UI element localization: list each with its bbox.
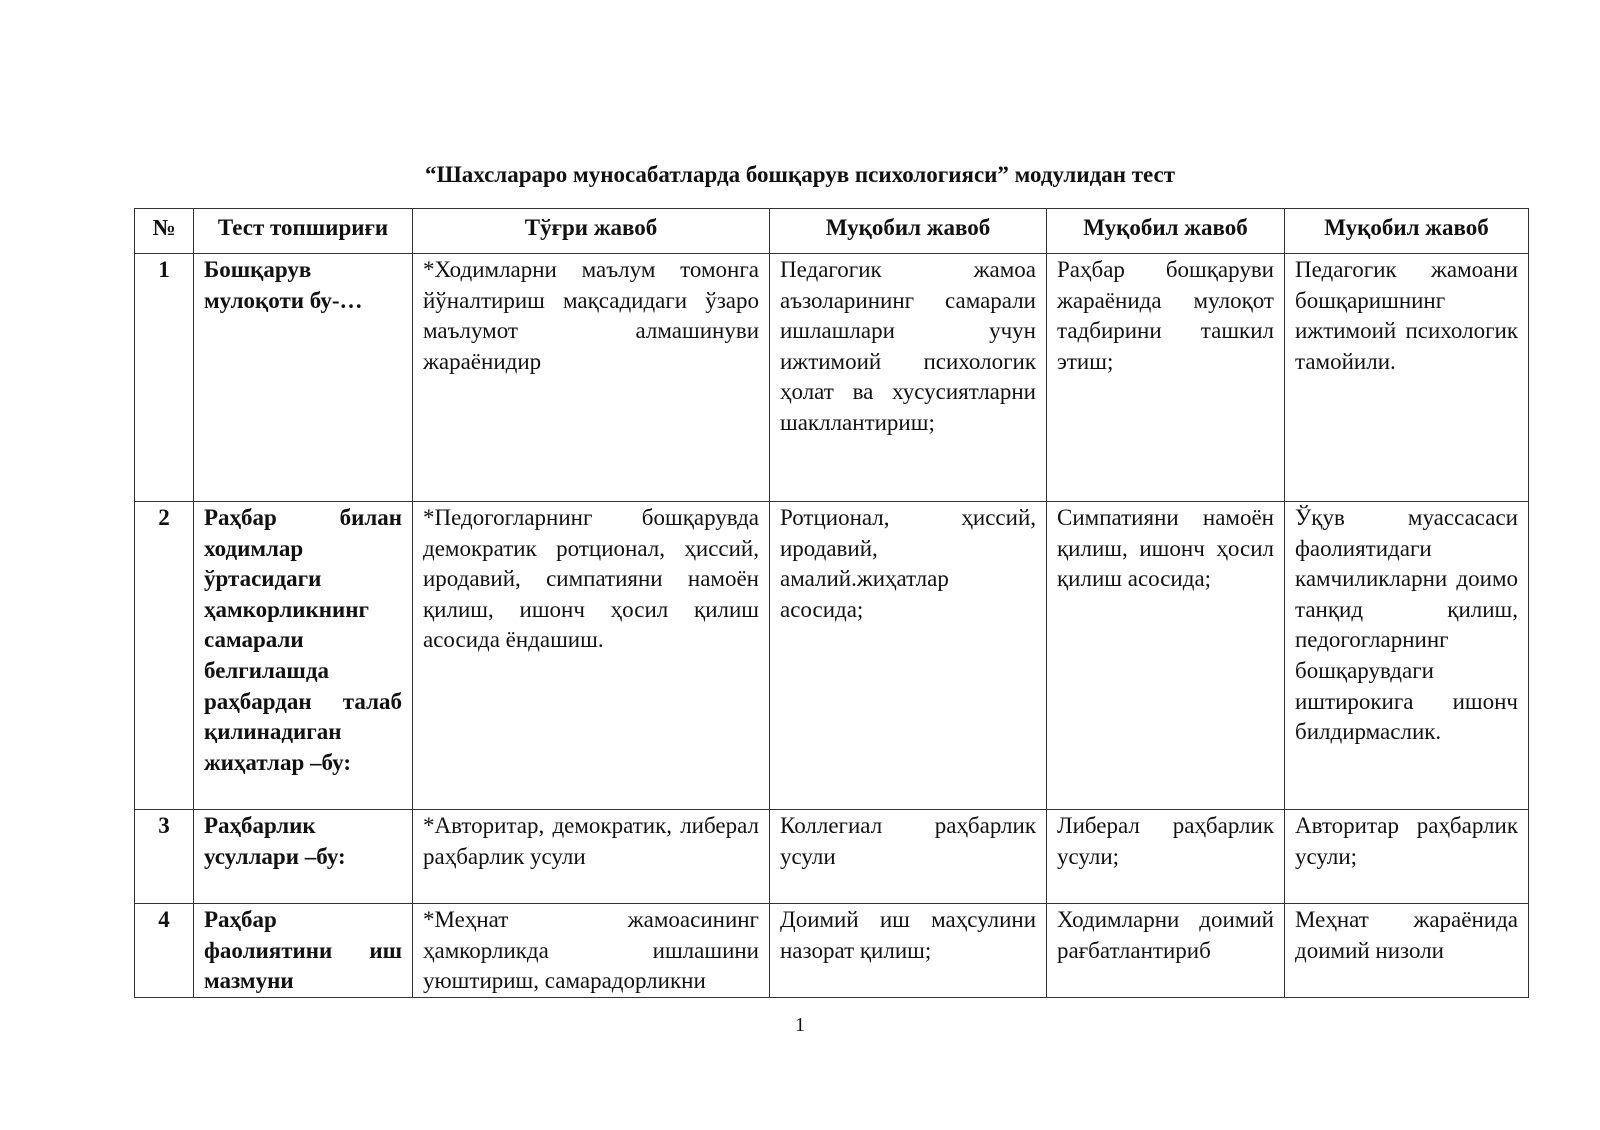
question-cell: Бошқарув мулоқоти бу-… <box>194 254 413 502</box>
row-number: 3 <box>135 810 194 904</box>
question-cell: Раҳбар фаолиятини иш мазмуни <box>194 904 413 998</box>
question-cell: Раҳбар билан ходимлар ўртасидаги ҳамкорликнинг самарали белгилашда раҳбардан талаб қилинадиган жиҳатлар –бу: <box>194 502 413 810</box>
alternative-answer-cell: Доимий иш маҳсулини назорат қилиш; <box>770 904 1047 998</box>
alternative-answer-cell: Ротционал, ҳиссий, иродавий, амалий.жиҳатлар асосида; <box>770 502 1047 810</box>
page-number: 1 <box>795 1014 805 1036</box>
alternative-answer-cell: Ўқув муассасаси фаолиятидаги камчиликларни доимо танқид қилиш, педогогларнинг бошқарувдаги иштирокига ишонч билдирмаслик. <box>1285 502 1529 810</box>
alternative-answer-cell: Педагогик жамоани бошқаришнинг ижтимоий психологик тамойили. <box>1285 254 1529 502</box>
alternative-answer-cell: Авторитар раҳбарлик усули; <box>1285 810 1529 904</box>
alternative-answer-cell: Симпатияни намоён қилиш, ишонч ҳосил қилиш асосида; <box>1047 502 1285 810</box>
row-number: 2 <box>135 502 194 810</box>
table-row <box>135 904 1529 998</box>
correct-answer-cell: *Меҳнат жамоасининг ҳамкорликда ишлашини уюштириш, самарадорликни <box>413 904 770 998</box>
correct-answer-cell: *Педогогларнинг бошқарувда демократик ротционал, ҳиссий, иродавий, симпатияни намоён қилиш, ишонч ҳосил қилиш асосида ёндашиш. <box>413 502 770 810</box>
header-question: Тест топшириғи <box>194 209 413 254</box>
alternative-answer-cell: Ходимларни доимий рағбатлантириб <box>1047 904 1285 998</box>
alternative-answer-cell: Педагогик жамоа аъзоларининг самарали ишлашлари учун ижтимоий психологик ҳолат ва хусусиятларни шакллантириш; <box>770 254 1047 502</box>
header-alternative-answer-1: Муқобил жавоб <box>770 209 1047 254</box>
table-row <box>135 254 1529 502</box>
test-table <box>134 208 1529 998</box>
document-title: “Шахслараро муносабатларда бошқарув психологияси” модулидан тест <box>424 162 1175 187</box>
alternative-answer-cell: Раҳбар бошқаруви жараёнида мулоқот тадбирини ташкил этиш; <box>1047 254 1285 502</box>
row-number: 1 <box>135 254 194 502</box>
header-number: № <box>135 209 194 254</box>
table-row <box>135 810 1529 904</box>
row-number: 4 <box>135 904 194 998</box>
correct-answer-cell: *Авторитар, демократик, либерал раҳбарлик усули <box>413 810 770 904</box>
table-header-row <box>135 209 1529 254</box>
alternative-answer-cell: Либерал раҳбарлик усули; <box>1047 810 1285 904</box>
header-correct-answer: Тўғри жавоб <box>413 209 770 254</box>
question-cell: Раҳбарлик усуллари –бу: <box>194 810 413 904</box>
alternative-answer-cell: Коллегиал раҳбарлик усули <box>770 810 1047 904</box>
header-alternative-answer-2: Муқобил жавоб <box>1047 209 1285 254</box>
correct-answer-cell: *Ходимларни маълум томонга йўналтириш мақсадидаги ўзаро маълумот алмашинуви жараёнидир <box>413 254 770 502</box>
alternative-answer-cell: Меҳнат жараёнида доимий низоли <box>1285 904 1529 998</box>
table-row <box>135 502 1529 810</box>
header-alternative-answer-3: Муқобил жавоб <box>1285 209 1529 254</box>
